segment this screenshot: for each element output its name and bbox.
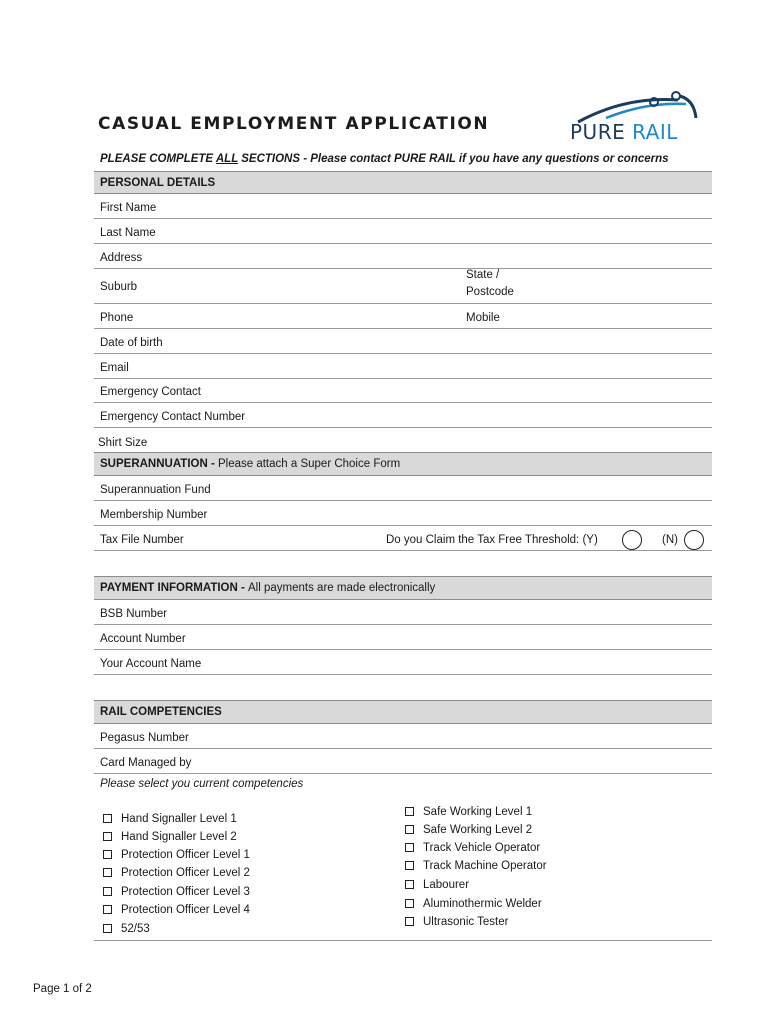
checkbox-protection-officer-3[interactable]: Protection Officer Level 3: [103, 886, 250, 898]
checkbox-track-machine-operator[interactable]: Track Machine Operator: [405, 860, 547, 872]
section-bottom-divider: [94, 940, 712, 941]
postcode-label: Postcode: [466, 286, 514, 298]
checkbox-safe-working-2[interactable]: Safe Working Level 2: [405, 824, 532, 836]
field-account-number[interactable]: Account Number: [94, 625, 712, 650]
field-last-name[interactable]: Last Name: [94, 219, 712, 244]
checkbox-track-vehicle-operator[interactable]: Track Vehicle Operator: [405, 842, 540, 854]
competencies-instruction: Please select you current competencies: [100, 778, 304, 790]
state-label: State /: [466, 269, 500, 281]
field-emergency-contact-number[interactable]: Emergency Contact Number: [94, 403, 712, 428]
checkbox-icon[interactable]: [103, 924, 112, 933]
field-bsb-number[interactable]: BSB Number: [94, 600, 712, 625]
checkbox-aluminothermic-welder[interactable]: Aluminothermic Welder: [405, 898, 542, 910]
form-title: CASUAL EMPLOYMENT APPLICATION: [98, 114, 490, 134]
page-number: Page 1 of 2: [33, 983, 92, 995]
field-date-of-birth[interactable]: Date of birth: [94, 329, 712, 354]
field-membership-number[interactable]: Membership Number: [94, 501, 712, 526]
field-superannuation-fund[interactable]: Superannuation Fund: [94, 476, 712, 501]
checkbox-icon[interactable]: [103, 814, 112, 823]
field-address[interactable]: Address: [94, 244, 712, 269]
instructions: PLEASE COMPLETE ALL SECTIONS - Please contact PURE RAIL if you have any questions or concerns: [100, 153, 669, 165]
tax-threshold-no-radio[interactable]: [684, 530, 704, 550]
logo-pure-text: PURE: [570, 120, 626, 144]
checkbox-hand-signaller-1[interactable]: Hand Signaller Level 1: [103, 813, 237, 825]
checkbox-icon[interactable]: [405, 880, 414, 889]
checkbox-ultrasonic-tester[interactable]: Ultrasonic Tester: [405, 916, 508, 928]
checkbox-icon[interactable]: [405, 807, 414, 816]
logo-rail-text: RAIL: [632, 120, 678, 144]
checkbox-icon[interactable]: [405, 861, 414, 870]
field-email[interactable]: Email: [94, 354, 712, 379]
field-account-name[interactable]: Your Account Name: [94, 650, 712, 675]
tax-threshold-question: Do you Claim the Tax Free Threshold: (Y): [386, 534, 598, 546]
checkbox-icon[interactable]: [103, 868, 112, 877]
checkbox-icon[interactable]: [405, 843, 414, 852]
checkbox-icon[interactable]: [103, 832, 112, 841]
checkbox-protection-officer-2[interactable]: Protection Officer Level 2: [103, 867, 250, 879]
checkbox-icon[interactable]: [405, 825, 414, 834]
section-header-superannuation: SUPERANNUATION - Please attach a Super Choice Form: [94, 452, 712, 476]
tax-threshold-no-label: (N): [662, 534, 678, 546]
field-pegasus-number[interactable]: Pegasus Number: [94, 724, 712, 749]
mobile-label: Mobile: [466, 312, 500, 324]
field-suburb[interactable]: Suburb State / Postcode: [94, 269, 712, 304]
checkbox-protection-officer-4[interactable]: Protection Officer Level 4: [103, 904, 250, 916]
field-card-managed-by[interactable]: Card Managed by: [94, 749, 712, 774]
checkbox-icon[interactable]: [103, 887, 112, 896]
checkbox-safe-working-1[interactable]: Safe Working Level 1: [405, 806, 532, 818]
section-header-payment: PAYMENT INFORMATION - All payments are made electronically: [94, 576, 712, 600]
section-header-rail-competencies: RAIL COMPETENCIES: [94, 700, 712, 724]
field-emergency-contact[interactable]: Emergency Contact: [94, 379, 712, 403]
checkbox-labourer[interactable]: Labourer: [405, 879, 469, 891]
field-tax-file-number[interactable]: Tax File Number Do you Claim the Tax Free Threshold: (Y) (N): [94, 526, 712, 551]
field-shirt-size[interactable]: Shirt Size: [98, 437, 148, 449]
tax-threshold-yes-radio[interactable]: [622, 530, 642, 550]
checkbox-52-53[interactable]: 52/53: [103, 923, 150, 935]
field-phone[interactable]: Phone Mobile: [94, 304, 712, 329]
checkbox-protection-officer-1[interactable]: Protection Officer Level 1: [103, 849, 250, 861]
field-first-name[interactable]: First Name: [94, 194, 712, 219]
pure-rail-logo: [566, 88, 716, 146]
checkbox-icon[interactable]: [103, 905, 112, 914]
checkbox-icon[interactable]: [405, 917, 414, 926]
checkbox-icon[interactable]: [405, 899, 414, 908]
section-header-personal: PERSONAL DETAILS: [94, 171, 712, 194]
checkbox-icon[interactable]: [103, 850, 112, 859]
checkbox-hand-signaller-2[interactable]: Hand Signaller Level 2: [103, 831, 237, 843]
